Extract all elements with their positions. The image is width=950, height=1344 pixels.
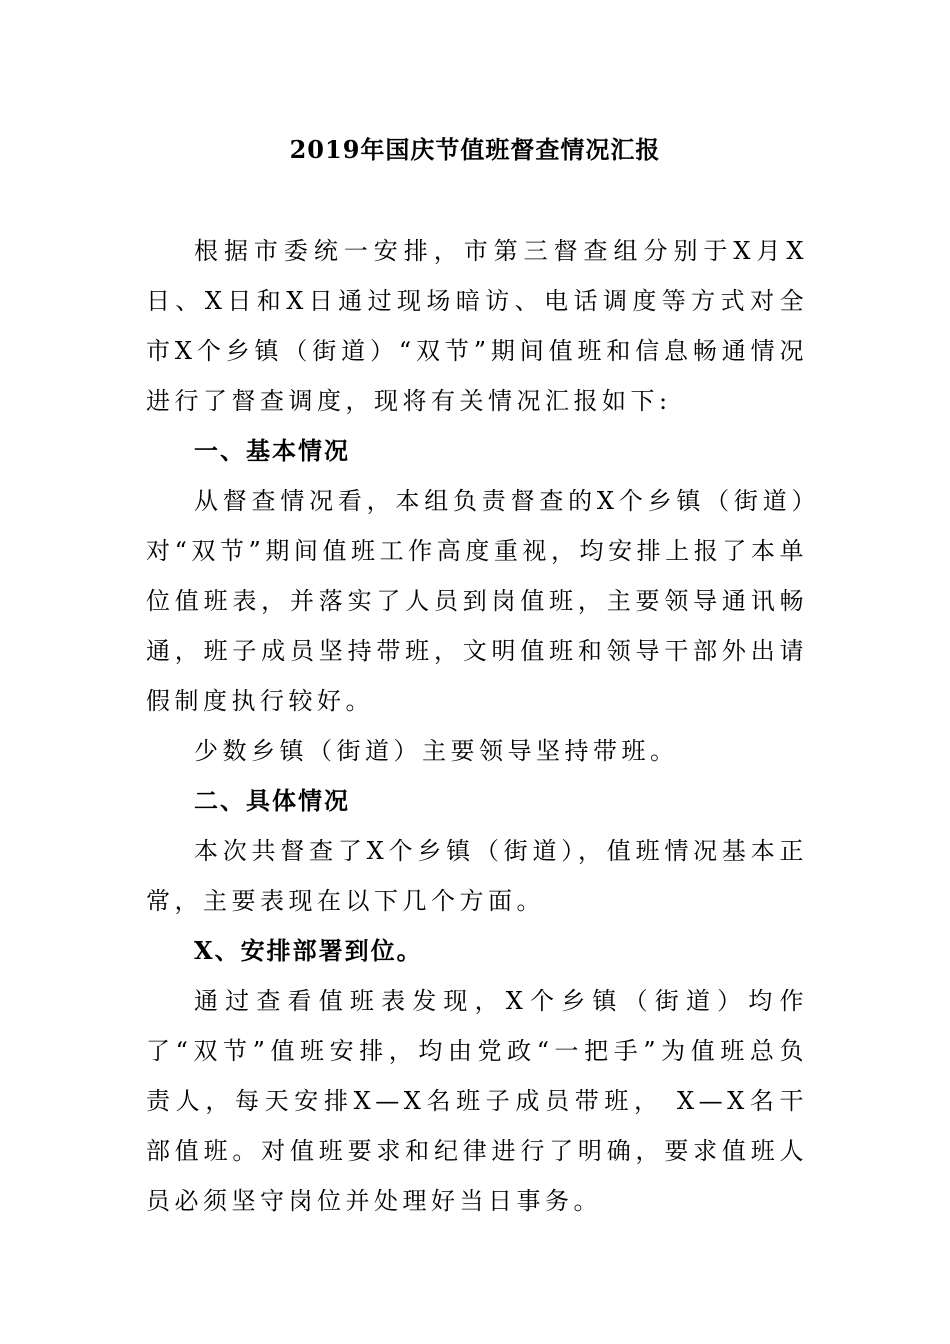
subsection-heading-arrangement: X、安排部署到位。 (194, 936, 423, 965)
document-body (146, 226, 808, 1226)
arrangement-paragraph: 通过查看值班表发现，X个乡镇（街道）均作了“双节”值班安排，均由党政“一把手”为值班总负责人，每天安排X—X名班子成员带班， X—X名干部值班。对值班要求和纪律进行了明确，要求值班人员必须坚守岗位并处理好当日事务。 (146, 987, 808, 1215)
document-title: 2019年国庆节值班督查情况汇报 (289, 135, 661, 164)
intro-paragraph: 根据市委统一安排，市第三督查组分别于X月X日、X日和X日通过现场暗访、电话调度等方式对全市X个乡镇（街道）“双节”期间值班和信息畅通情况进行了督查调度，现将有关情况汇报如下: (146, 237, 808, 415)
details-paragraph: 本次共督查了X个乡镇（街道），值班情况基本正常，主要表现在以下几个方面。 (146, 837, 808, 915)
basic-situation-paragraph: 从督查情况看，本组负责督查的X个乡镇（街道）对“双节”期间值班工作高度重视，均安排上报了本单位值班表，并落实了人员到岗值班，主要领导通讯畅通，班子成员坚持带班，文明值班和领导干部外出请假制度执行较好。 (146, 487, 808, 715)
leader-duty-paragraph: 少数乡镇（街道）主要领导坚持带班。 (194, 737, 679, 765)
section-heading-details: 二、具体情况 (194, 786, 350, 815)
section-heading-basic: 一、基本情况 (194, 436, 350, 465)
